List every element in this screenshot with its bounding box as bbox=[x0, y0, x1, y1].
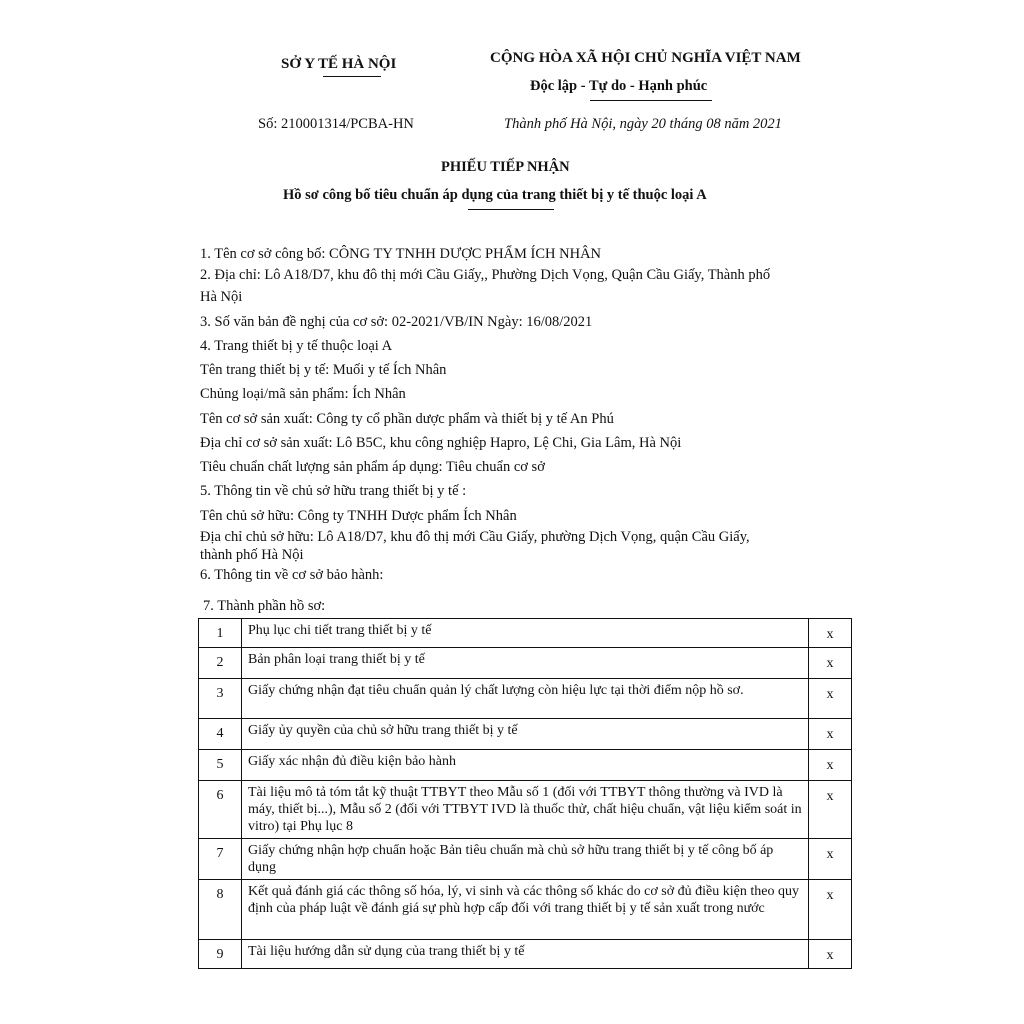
owner-address-cont: thành phố Hà Nội bbox=[200, 547, 304, 563]
row-check-mark: x bbox=[809, 679, 852, 719]
table-row bbox=[199, 880, 852, 940]
row-document: Tài liệu mô tả tóm tắt kỹ thuật TTBYT theo Mẫu số 1 (đối với TTBYT thông thường và IVD là máy, thiết bị...), Mẫu số 2 (đối với TTBYT IVD là thuốc thử, chất hiệu chuẩn, vật liệu kiểm soát in vitro) tại Phụ lục 8 bbox=[242, 781, 809, 839]
motto: Độc lập - Tự do - Hạnh phúc bbox=[530, 78, 708, 94]
row-check-mark: x bbox=[809, 839, 852, 880]
row-number: 3 bbox=[199, 679, 242, 719]
table-row bbox=[199, 940, 852, 969]
table-row bbox=[199, 619, 852, 648]
row-document: Tài liệu hướng dẫn sử dụng của trang thiết bị y tế bbox=[242, 940, 809, 969]
row-number: 2 bbox=[199, 648, 242, 679]
applied-standard: Tiêu chuẩn chất lượng sản phẩm áp dụng: Tiêu chuẩn cơ sở bbox=[200, 459, 545, 475]
section-5-owner-info: 5. Thông tin về chủ sở hữu trang thiết bị y tế : bbox=[200, 483, 467, 499]
table-row bbox=[199, 781, 852, 839]
document-subtitle: Hồ sơ công bố tiêu chuẩn áp dụng của trang thiết bị y tế thuộc loại A bbox=[283, 187, 707, 203]
section-7-documents: 7. Thành phần hồ sơ: bbox=[203, 598, 326, 614]
manufacturer: Tên cơ sở sản xuất: Công ty cổ phần dược phẩm và thiết bị y tế An Phú bbox=[200, 411, 614, 427]
owner-name: Tên chủ sở hữu: Công ty TNHH Dược phẩm Ích Nhân bbox=[200, 508, 517, 524]
table-row bbox=[199, 750, 852, 781]
row-document: Giấy chứng nhận hợp chuẩn hoặc Bản tiêu chuẩn mà chủ sở hữu trang thiết bị y tế công bố áp dụng bbox=[242, 839, 809, 880]
row-check-mark: x bbox=[809, 750, 852, 781]
row-number: 4 bbox=[199, 719, 242, 750]
row-document: Giấy xác nhận đủ điều kiện bảo hành bbox=[242, 750, 809, 781]
section-2-address-cont: Hà Nội bbox=[200, 289, 243, 305]
row-document: Giấy ủy quyền của chủ sở hữu trang thiết bị y tế bbox=[242, 719, 809, 750]
row-document: Bản phân loại trang thiết bị y tế bbox=[242, 648, 809, 679]
row-document: Phụ lục chi tiết trang thiết bị y tế bbox=[242, 619, 809, 648]
motto-underline bbox=[590, 100, 712, 101]
row-check-mark: x bbox=[809, 719, 852, 750]
row-number: 7 bbox=[199, 839, 242, 880]
row-check-mark: x bbox=[809, 648, 852, 679]
row-check-mark: x bbox=[809, 619, 852, 648]
row-number: 8 bbox=[199, 880, 242, 940]
document-title: PHIẾU TIẾP NHẬN bbox=[441, 159, 570, 175]
republic-title: CỘNG HÒA XÃ HỘI CHỦ NGHĨA VIỆT NAM bbox=[490, 50, 801, 66]
section-2-address: 2. Địa chỉ: Lô A18/D7, khu đô thị mới Cầu Giấy,, Phường Dịch Vọng, Quận Cầu Giấy, Thành phố bbox=[200, 267, 771, 283]
manufacturer-address: Địa chỉ cơ sở sản xuất: Lô B5C, khu công nghiệp Hapro, Lệ Chi, Gia Lâm, Hà Nội bbox=[200, 435, 682, 451]
row-number: 6 bbox=[199, 781, 242, 839]
row-check-mark: x bbox=[809, 940, 852, 969]
device-type: Chủng loại/mã sản phẩm: Ích Nhân bbox=[200, 386, 406, 402]
document-number: Số: 210001314/PCBA-HN bbox=[258, 116, 414, 132]
subtitle-underline bbox=[468, 209, 554, 210]
row-document: Giấy chứng nhận đạt tiêu chuẩn quản lý chất lượng còn hiệu lực tại thời điểm nộp hồ sơ. bbox=[242, 679, 809, 719]
row-check-mark: x bbox=[809, 781, 852, 839]
agency-underline bbox=[323, 76, 381, 77]
section-4-device-class: 4. Trang thiết bị y tế thuộc loại A bbox=[200, 338, 393, 354]
table-row bbox=[199, 648, 852, 679]
table-row bbox=[199, 839, 852, 880]
row-document: Kết quả đánh giá các thông số hóa, lý, vi sinh và các thông số khác do cơ sở đủ điều kiện theo quy định của pháp luật về đánh giá sự phù hợp cấp đối với trang thiết bị y tế sản xuất trong nước bbox=[242, 880, 809, 940]
section-6-warranty: 6. Thông tin về cơ sở bảo hành: bbox=[200, 567, 384, 583]
device-name: Tên trang thiết bị y tế: Muối y tế Ích Nhân bbox=[200, 362, 447, 378]
documents-table bbox=[198, 618, 852, 969]
table-row bbox=[199, 719, 852, 750]
owner-address: Địa chỉ chủ sở hữu: Lô A18/D7, khu đô thị mới Cầu Giấy, phường Dịch Vọng, quận Cầu Giấy, bbox=[200, 529, 750, 545]
row-number: 1 bbox=[199, 619, 242, 648]
agency-name: SỞ Y TẾ HÀ NỘI bbox=[281, 56, 397, 72]
row-number: 9 bbox=[199, 940, 242, 969]
row-check-mark: x bbox=[809, 880, 852, 940]
place-date: Thành phố Hà Nội, ngày 20 tháng 08 năm 2021 bbox=[504, 116, 782, 132]
table-row bbox=[199, 679, 852, 719]
row-number: 5 bbox=[199, 750, 242, 781]
section-1-company: 1. Tên cơ sở công bố: CÔNG TY TNHH DƯỢC PHẨM ÍCH NHÂN bbox=[200, 246, 602, 262]
section-3-request-doc: 3. Số văn bản đề nghị của cơ sở: 02-2021/VB/IN Ngày: 16/08/2021 bbox=[200, 314, 593, 330]
